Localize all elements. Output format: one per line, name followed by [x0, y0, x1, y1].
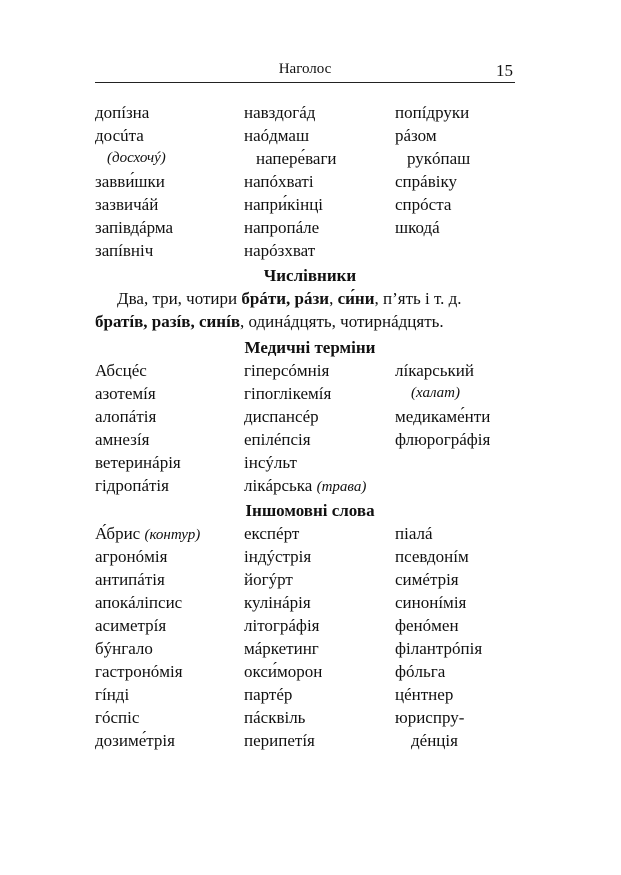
- list-row: [95, 428, 525, 451]
- list-row: [95, 101, 525, 124]
- list-row: [95, 683, 525, 706]
- word: епілéпсія: [244, 430, 311, 449]
- word: гóспіс: [95, 708, 140, 727]
- word-with-note: [95, 522, 244, 545]
- word: пáсквіль: [244, 708, 306, 727]
- list-row: [95, 451, 525, 474]
- usage-note: (трава): [316, 479, 367, 495]
- section-title-medical: Медичні терміни: [244, 338, 376, 357]
- word: А́брис: [95, 524, 141, 543]
- word: агронóмія: [95, 547, 168, 566]
- word: мáркетинг: [244, 639, 319, 658]
- numerals-paragraph: [95, 287, 515, 333]
- adverb-list: [95, 101, 525, 262]
- word: синонíмія: [395, 593, 467, 612]
- page-header: [95, 60, 515, 83]
- word: наóдмаш: [244, 126, 310, 145]
- word: запівдáрма: [95, 218, 174, 237]
- bold-text: братíв, разíв, синíв: [95, 312, 240, 331]
- word: лíкарський: [395, 361, 475, 380]
- word: цéнтнер: [395, 685, 454, 704]
- list-row: [95, 124, 525, 147]
- word: перипетíя: [244, 731, 315, 750]
- word: окси́морон: [244, 662, 323, 681]
- bold-text: брáти, рáзи: [241, 289, 330, 308]
- word: напóхваті: [244, 172, 314, 191]
- word: юриспру-: [395, 708, 465, 727]
- word: [395, 474, 525, 497]
- word: допíзна: [95, 103, 150, 122]
- usage-note: (досхочý): [107, 150, 166, 166]
- word: симéтрія: [395, 570, 459, 589]
- list-row: [95, 216, 525, 239]
- word: ветеринáрія: [95, 453, 181, 472]
- word: апокáліпсис: [95, 593, 183, 612]
- word: рукóпаш: [407, 149, 471, 168]
- section-title-foreign: Іншомовні слова: [245, 501, 375, 520]
- word: зазвичáй: [95, 195, 159, 214]
- list-row: [95, 545, 525, 568]
- text: Два, три, чотири: [117, 289, 242, 308]
- word: запíвніч: [95, 241, 154, 260]
- word: спрáвіку: [395, 172, 457, 191]
- word: індýстрія: [244, 547, 312, 566]
- usage-note: (контур): [144, 527, 201, 543]
- word: Абсцéс: [95, 361, 147, 380]
- word: псевдонíм: [395, 547, 469, 566]
- word: філантрóпія: [395, 639, 483, 658]
- word: попíдруки: [395, 103, 470, 122]
- list-row: [95, 147, 525, 170]
- page-body: [95, 101, 525, 752]
- word: навздогáд: [244, 103, 316, 122]
- word: бýнгало: [95, 639, 153, 658]
- foreign-words-list: [95, 522, 525, 752]
- word: медикаме́нти: [395, 407, 491, 426]
- usage-note: (халат): [411, 385, 461, 401]
- word: флюрогрáфія: [395, 430, 491, 449]
- medical-terms-list: [95, 359, 525, 497]
- word: досúта: [95, 126, 144, 145]
- text: , п’ять і т. д.: [374, 289, 462, 308]
- list-row: [95, 382, 525, 405]
- page-number: 15: [496, 61, 513, 80]
- list-row: [95, 522, 525, 545]
- list-row: [95, 170, 525, 193]
- bold-text: си́ни: [337, 289, 375, 308]
- word: гíнді: [95, 685, 130, 704]
- word: фóльга: [395, 662, 446, 681]
- word: гіперсóмнія: [244, 361, 330, 380]
- word: завви́шки: [95, 172, 165, 191]
- word: антипáтія: [95, 570, 165, 589]
- word: гіпоглікемíя: [244, 384, 332, 403]
- list-row: [95, 193, 525, 216]
- word: партéр: [244, 685, 293, 704]
- text: ,: [329, 289, 338, 308]
- word: шкодá: [395, 218, 440, 237]
- word: дозиме́трія: [95, 731, 175, 750]
- list-row: [95, 637, 525, 660]
- list-row: [95, 614, 525, 637]
- word: фенóмен: [395, 616, 459, 635]
- word: нарóзхват: [244, 241, 316, 260]
- word: кулінáрія: [244, 593, 311, 612]
- word: напропáле: [244, 218, 320, 237]
- word: лікáрська: [244, 476, 313, 495]
- list-row: [95, 474, 525, 497]
- word: піалá: [395, 524, 433, 543]
- word: експéрт: [244, 524, 300, 543]
- word: спрóста: [395, 195, 452, 214]
- list-row: [95, 239, 525, 262]
- text: , одинáдцять, чотирнáдцять.: [240, 312, 444, 331]
- list-row: [95, 405, 525, 428]
- list-row: [95, 359, 525, 382]
- list-row: [95, 568, 525, 591]
- word: напри́кінці: [244, 195, 324, 214]
- list-row: [95, 591, 525, 614]
- word: інсýльт: [244, 453, 297, 472]
- word: диспансéр: [244, 407, 319, 426]
- list-row: [95, 660, 525, 683]
- list-row: [95, 729, 525, 752]
- word: гастронóмія: [95, 662, 183, 681]
- word: гідропáтія: [95, 476, 169, 495]
- word: [395, 451, 525, 474]
- list-row: [95, 706, 525, 729]
- word: літогрáфія: [244, 616, 320, 635]
- word: амнезíя: [95, 430, 150, 449]
- word: асиметрíя: [95, 616, 167, 635]
- running-head: Наголос: [278, 61, 332, 77]
- word: [395, 239, 525, 262]
- word: рáзом: [395, 126, 437, 145]
- section-title-numerals: Числівники: [263, 266, 357, 285]
- word: йогýрт: [244, 570, 293, 589]
- word: дéнція: [411, 731, 458, 750]
- word: алопáтія: [95, 407, 157, 426]
- word: напере́ваги: [256, 149, 337, 168]
- word-with-note: [244, 474, 395, 497]
- word: азотемíя: [95, 384, 156, 403]
